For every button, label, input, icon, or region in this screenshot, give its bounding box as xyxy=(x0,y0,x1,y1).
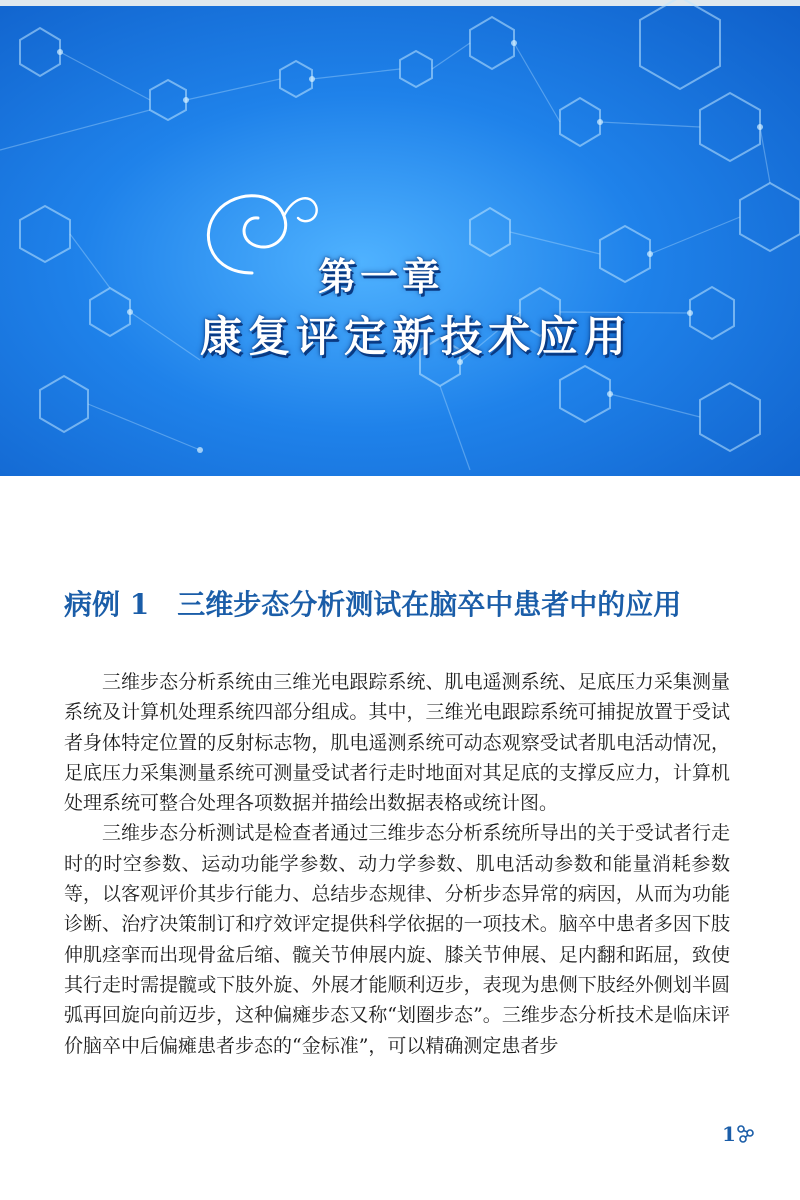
case-label: 病例 1 xyxy=(64,588,150,621)
chapter-banner xyxy=(0,0,800,476)
chapter-number: 第一章 xyxy=(318,255,445,299)
paragraph: 三维步态分析测试是检查者通过三维步态分析系统所导出的关于受试者行走时的时空参数、运动功能学参数、动力学参数、肌电活动参数和能量消耗参数等，以客观评价其步行能力、总结步态规律、分析步态异常的病因，从而为功能诊断、治疗决策制订和疗效评定提供科学依据的一项技术。脑卒中患者多因下肢伸肌痉挛而出现骨盆后缩、髋关节伸展内旋、膝关节伸展、足内翻和跖屈，致使其行走时需提髋或下肢外旋、外展才能顺利迈步，表现为患侧下肢经外侧划半圆弧再回旋向前迈步，这种偏瘫步态又称“划圈步态”。三维步态分析技术是临床评价脑卒中后偏瘫患者步态的“金标准”，可以精确测定患者步 xyxy=(64,822,730,1057)
chapter-title: 康复评定新技术应用 xyxy=(200,312,633,361)
paragraph: 三维步态分析系统由三维光电跟踪系统、肌电遥测系统、足底压力采集测量系统及计算机处理系统四部分组成。其中，三维光电跟踪系统可捕捉放置于受试者身体特定位置的反射标志物，肌电遥测系统可动态观察受试者肌电活动情况，足底压力采集测量系统可测量受试者行走时地面对其足底的支撑反应力，计算机处理系统可整合处理各项数据并描绘出数据表格或统计图。 xyxy=(64,671,730,815)
body-text xyxy=(64,667,730,1061)
hexagon-network-pattern xyxy=(0,0,800,476)
molecule-icon xyxy=(736,1124,756,1144)
case-title: 三维步态分析测试在脑卒中患者中的应用 xyxy=(177,588,682,621)
case-heading xyxy=(64,583,764,627)
swirl-icon xyxy=(192,178,322,288)
page-number: 1 xyxy=(722,1122,736,1146)
